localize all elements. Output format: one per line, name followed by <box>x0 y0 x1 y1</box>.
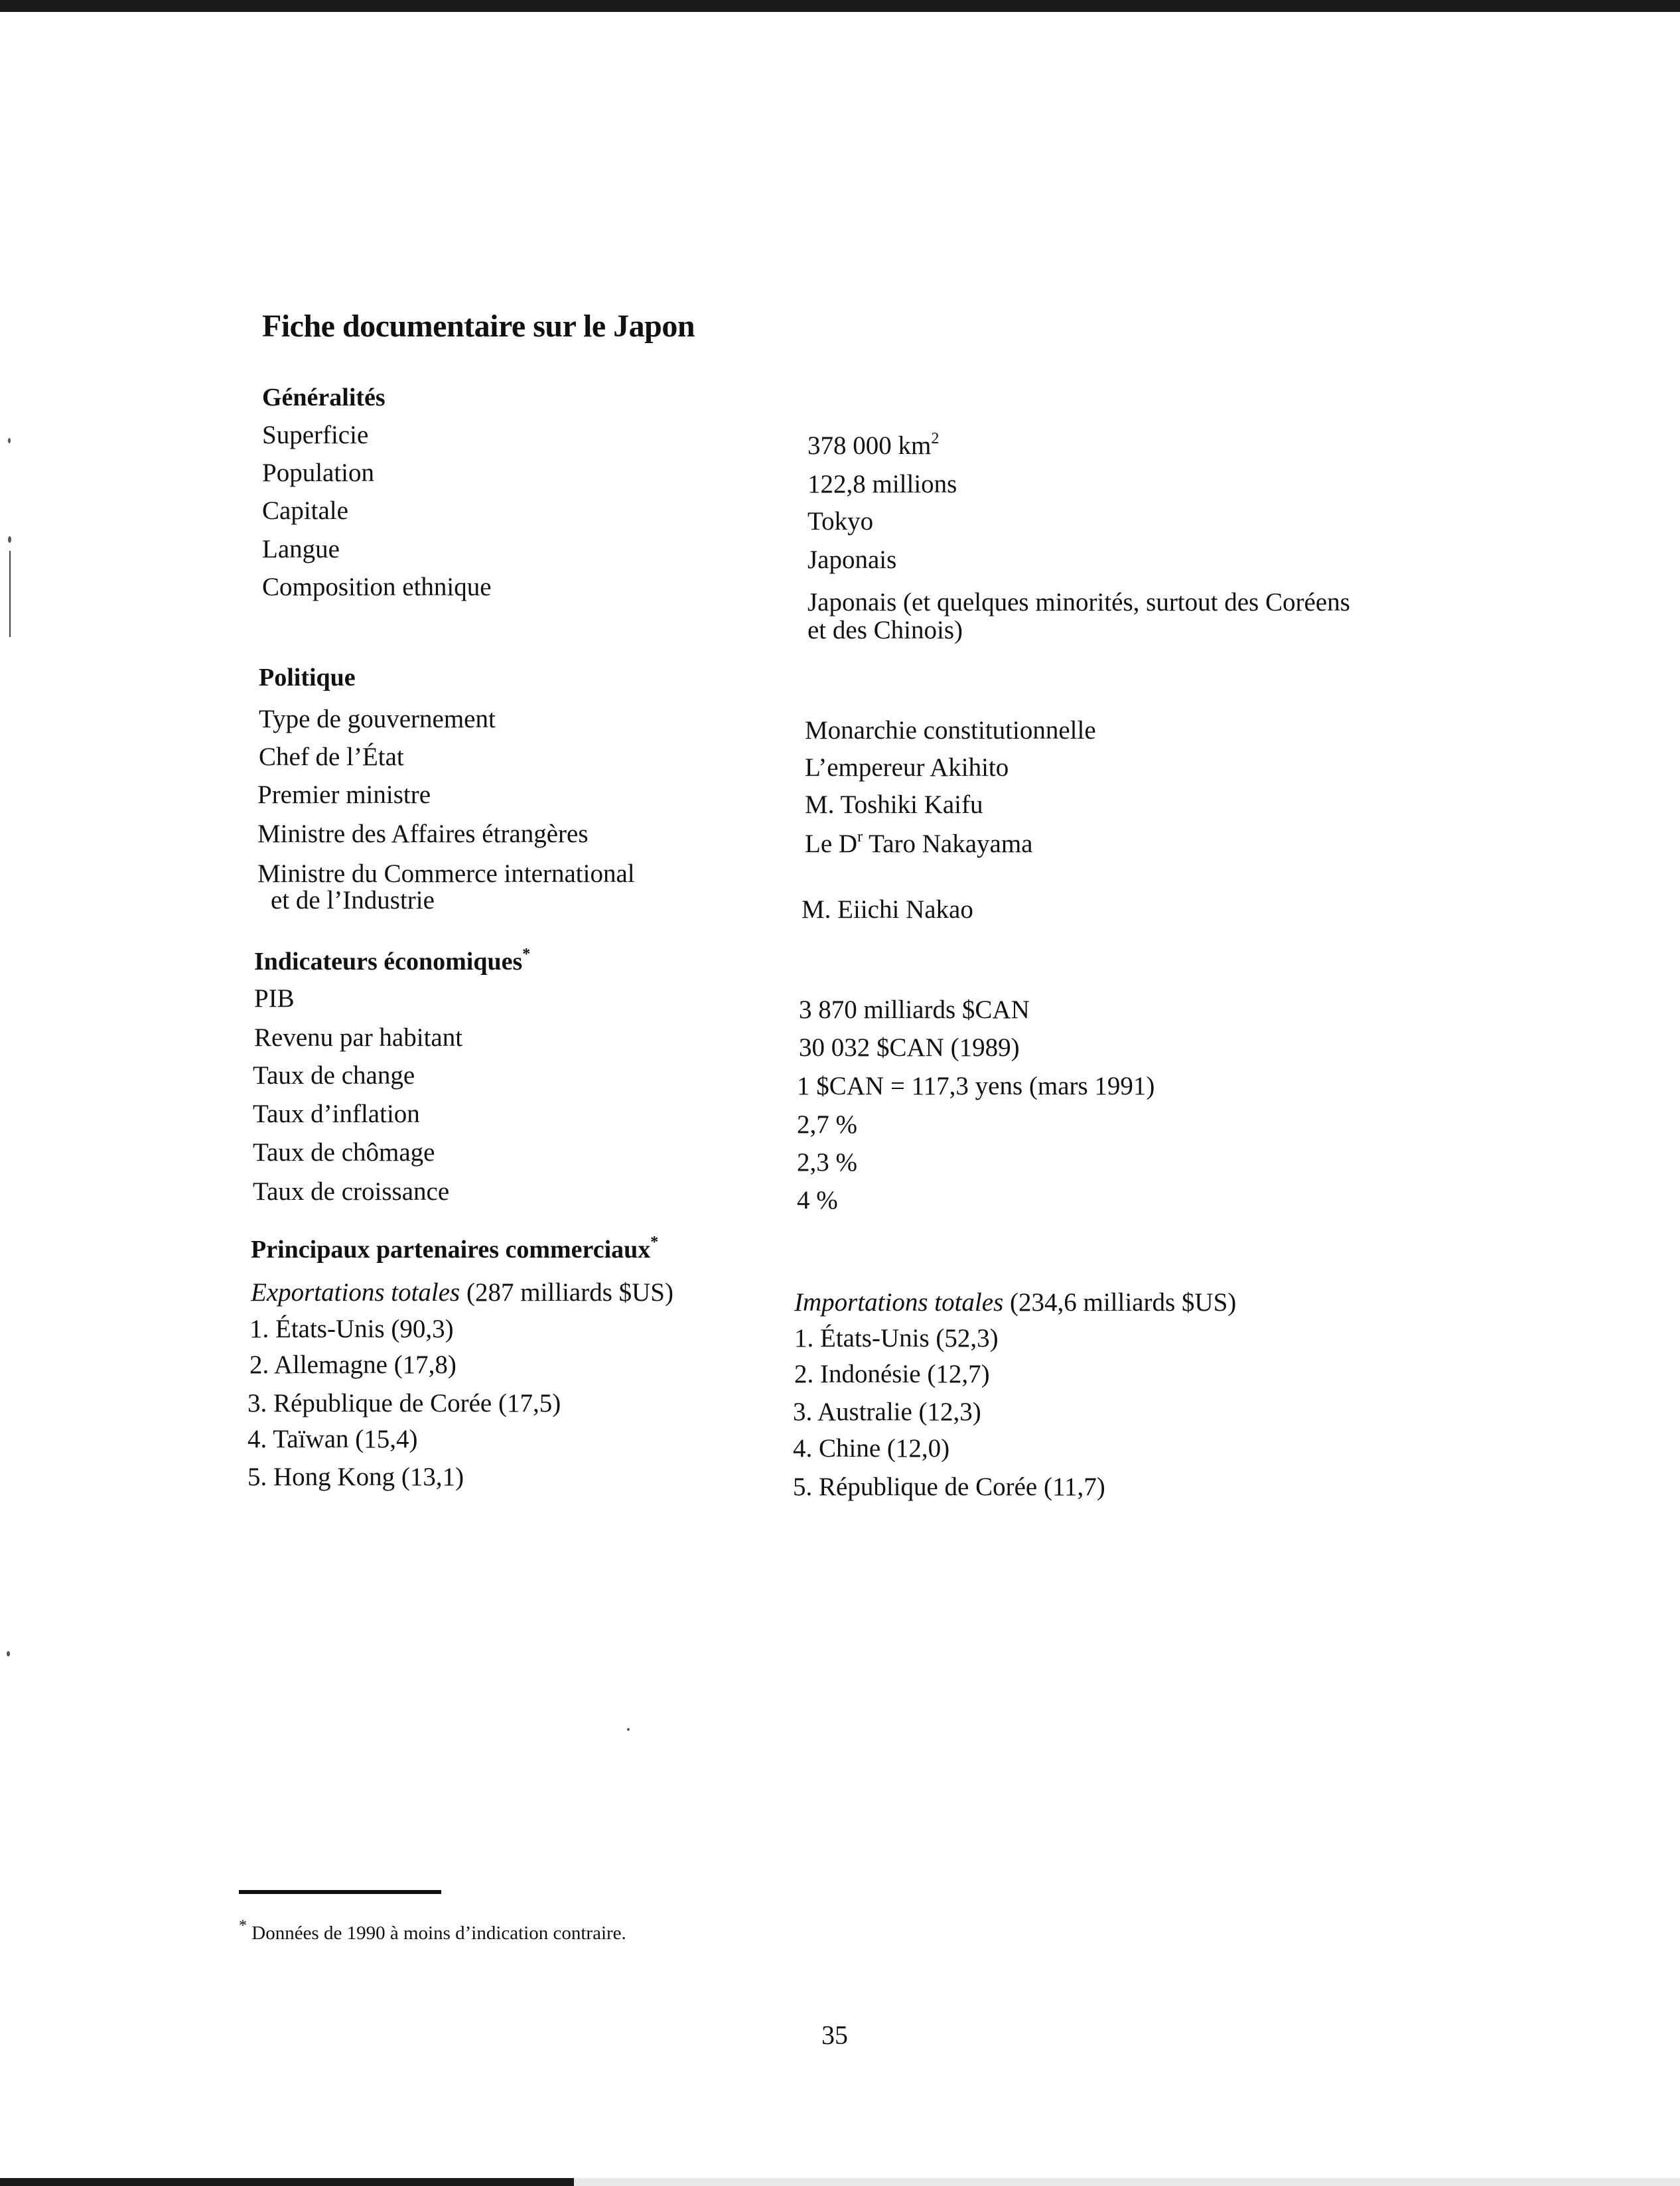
label-revenu: Revenu par habitant <box>254 1023 463 1052</box>
label-langue: Langue <box>262 535 340 563</box>
label-ministre-affaires: Ministre des Affaires étrangères <box>257 820 589 848</box>
export-item: 5. Hong Kong (13,1) <box>247 1463 464 1491</box>
export-item: 4. Taïwan (15,4) <box>247 1425 418 1453</box>
scan-speck <box>8 438 11 443</box>
section-heading-economie: Indicateurs économiques* <box>254 946 531 976</box>
import-item: 3. Australie (12,3) <box>793 1398 981 1426</box>
page-number: 35 <box>821 2020 848 2050</box>
value-ministre-commerce: M. Eiichi Nakao <box>802 895 973 924</box>
label-chomage: Taux de chômage <box>253 1138 435 1167</box>
label-gouvernement: Type de gouvernement <box>259 705 496 733</box>
import-item: 2. Indonésie (12,7) <box>794 1360 990 1388</box>
imports-header: Importations totales (234,6 milliards $US) <box>794 1288 1237 1317</box>
export-item: 1. États-Unis (90,3) <box>249 1315 454 1343</box>
label-croissance: Taux de croissance <box>253 1177 450 1206</box>
section-heading-generalites: Généralités <box>262 384 385 411</box>
import-item: 4. Chine (12,0) <box>793 1434 950 1463</box>
label-superficie: Superficie <box>262 421 369 449</box>
scan-top-edge <box>0 0 1680 12</box>
section-heading-partenaires: Principaux partenaires commerciaux* <box>251 1234 659 1264</box>
scan-speck <box>627 1728 630 1731</box>
value-composition: Japonais (et quelques minorités, surtout des Coréens <box>807 588 1350 617</box>
label-ministre-commerce: Ministre du Commerce international <box>257 859 635 888</box>
value-croissance: 4 % <box>797 1186 838 1214</box>
label-inflation: Taux d’inflation <box>253 1100 420 1128</box>
scan-speck <box>7 1651 10 1656</box>
label-premier-ministre: Premier ministre <box>257 780 431 809</box>
value-langue: Japonais <box>807 546 897 574</box>
label-population: Population <box>262 459 375 487</box>
scan-bottom-edge-light <box>574 2178 1680 2186</box>
value-superficie: 378 000 $km^2$ <box>807 430 940 460</box>
import-item: 5. République de Corée (11,7) <box>793 1473 1105 1501</box>
label-change: Taux de change <box>253 1061 415 1090</box>
value-revenu: 30 032 $CAN (1989) <box>799 1033 1020 1062</box>
export-item: 2. Allemagne (17,8) <box>249 1350 456 1379</box>
value-pib: 3 870 milliards $CAN <box>799 995 1030 1024</box>
value-chomage: 2,3 % <box>797 1148 857 1177</box>
value-gouvernement: Monarchie constitutionnelle <box>805 716 1096 745</box>
footnote-rule <box>239 1890 441 1894</box>
value-premier-ministre: M. Toshiki Kaifu <box>805 790 983 819</box>
page-title: Fiche documentaire sur le Japon <box>262 309 695 344</box>
label-capitale: Capitale <box>262 496 348 525</box>
label-chef-etat: Chef de l’État <box>259 743 404 771</box>
value-inflation: 2,7 % <box>797 1110 857 1139</box>
value-population: 122,8 millions <box>807 470 957 498</box>
label-pib: PIB <box>254 984 295 1013</box>
value-composition-line2: et des Chinois) <box>807 616 963 644</box>
exports-header: Exportations totales (287 milliards $US) <box>251 1278 673 1307</box>
footnote: * Données de 1990 à moins d’indication contraire. <box>239 1917 626 1944</box>
value-capitale: Tokyo <box>807 507 874 536</box>
value-chef-etat: L’empereur Akihito <box>805 753 1009 782</box>
scan-margin-mark <box>9 551 11 637</box>
scan-speck <box>8 536 11 543</box>
label-composition: Composition ethnique <box>262 573 492 601</box>
export-item: 3. République de Corée (17,5) <box>247 1389 561 1418</box>
section-heading-politique: Politique <box>259 664 356 692</box>
value-change: 1 $CAN = 117,3 yens (mars 1991) <box>797 1072 1155 1100</box>
label-ministre-commerce-line2: et de l’Industrie <box>271 886 435 914</box>
import-item: 1. États-Unis (52,3) <box>794 1324 999 1352</box>
value-ministre-affaires: Le $D^r$ Taro Nakayama <box>805 828 1033 858</box>
